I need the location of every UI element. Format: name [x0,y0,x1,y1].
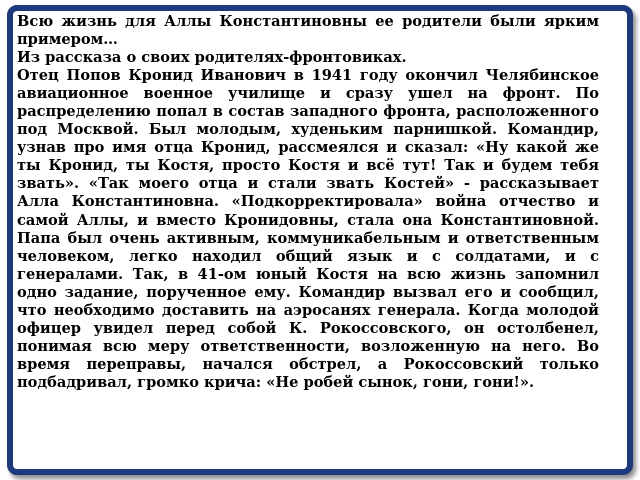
story-paragraph: Отец Попов Кронид Иванович в 1941 году окончил Челябинское авиационное военное училище и сразу ушел на фронт. По распределению попал в состав западного фронта, расположенного под Москвой. Был молодым, худеньким парнишкой. Командир, узнав про имя отца Кронид, рассмеялся и сказал: «Ну какой же ты Кронид, ты Костя, просто Костя и всё тут! Так и будем тебя звать». «Так моего отца и стали звать Костей» - рассказывает Алла Константиновна. «Подкорректировала» война отчество и самой Аллы, и вместо Кронидовны, стала она Константиновной. Папа был очень активным, коммуникабельным и ответственным человеком, легко находил общий язык и с солдатами, и с генералами. Так, в 41-ом юный Костя на всю жизнь запомнил одно задание, порученное ему. Командир вызвал его и сообщил, что необходимо доставить на аэросанях генерала. Когда молодой офицер увидел перед собой К. Рокоссовского, он остолбенел, понимая всю меру ответственности, возложенную на него. Во время переправы, начался обстрел, а Рокоссовский только подбадривал, громко крича: «Не робей сынок, гони, гони!». [17,67,599,391]
text-block [17,13,599,392]
intro-line: Всю жизнь для Аллы Константиновны ее родители были ярким примером… [17,13,599,49]
subtitle: Из рассказа о своих родителях-фронтовиках. [17,49,407,67]
